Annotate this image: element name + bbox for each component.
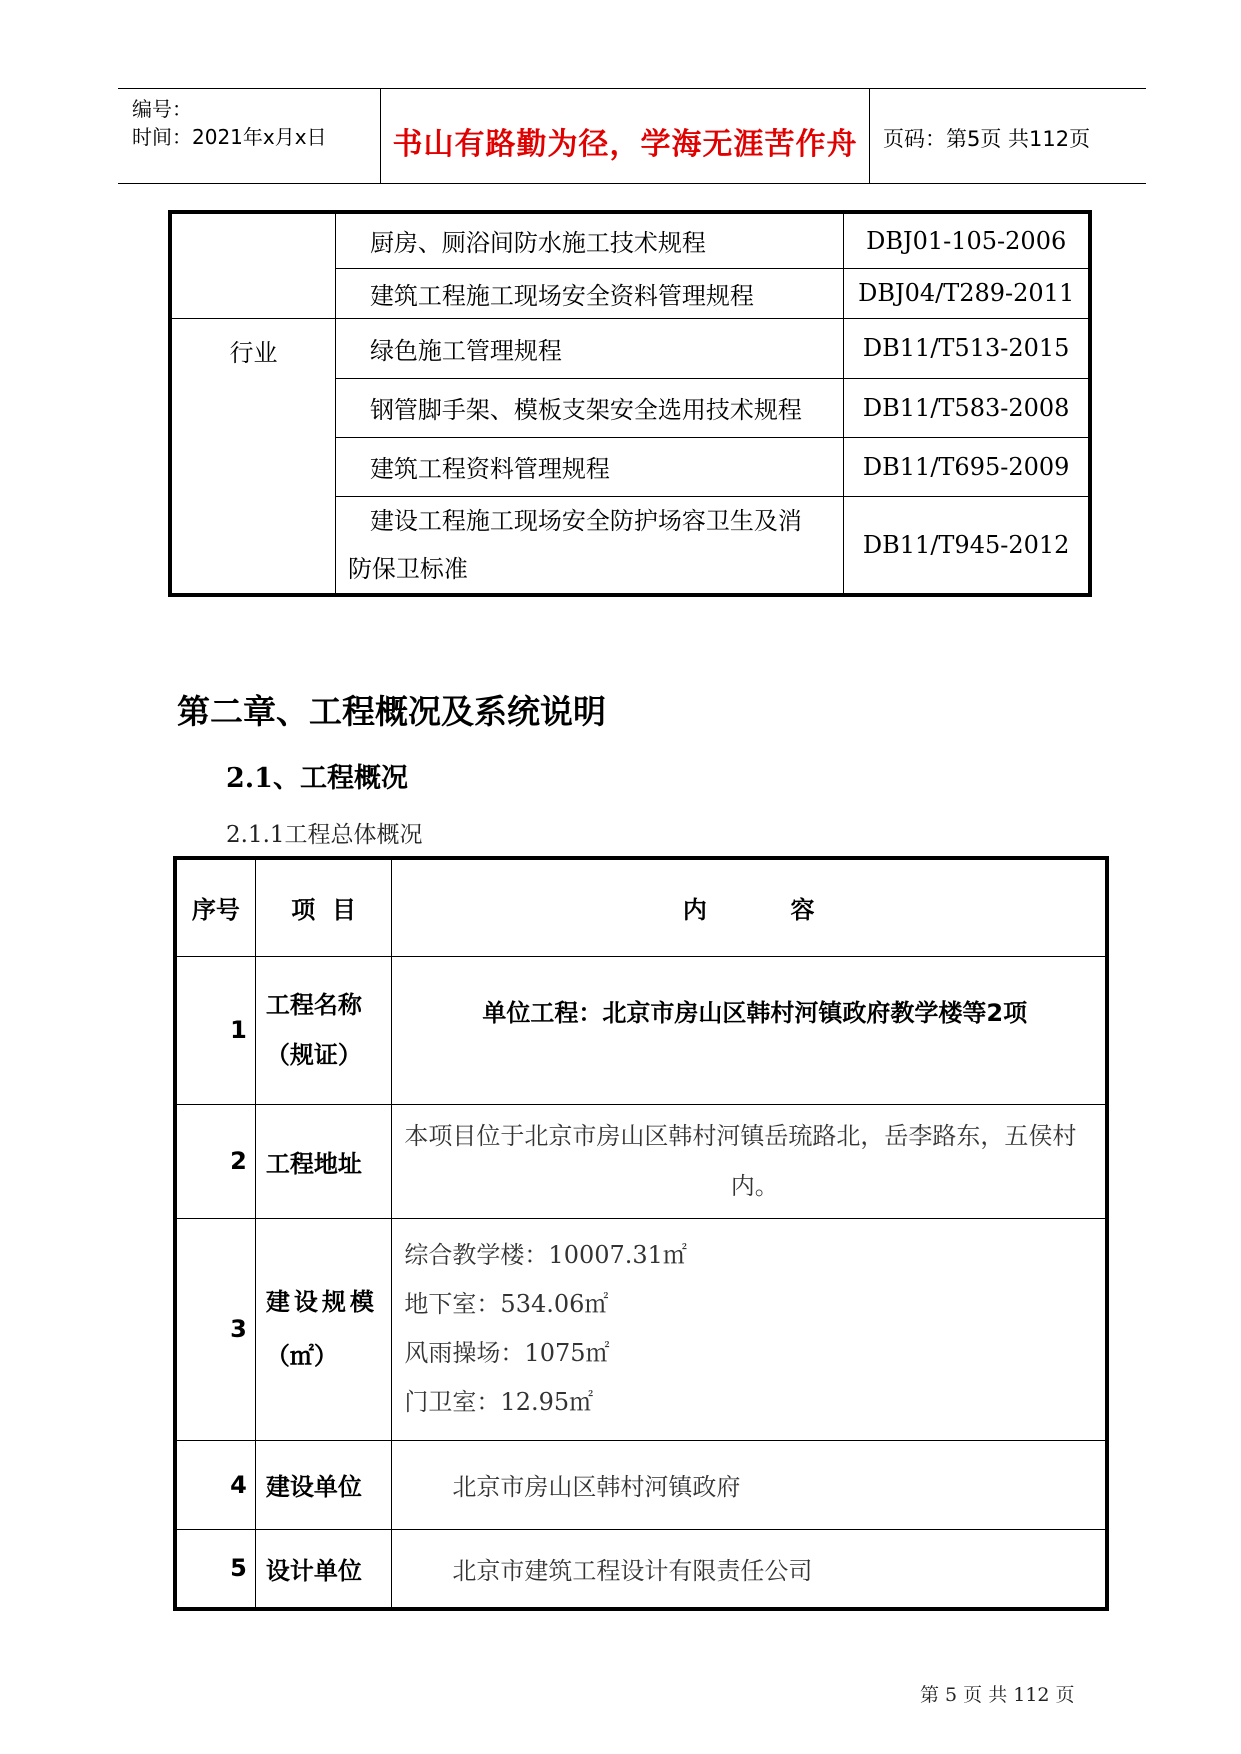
standard-name: 厨房、厕浴间防水施工技术规程	[335, 212, 843, 268]
table-header-row	[175, 858, 1107, 956]
subsection-title: 2.1.1工程总体概况	[226, 822, 423, 848]
table-row	[170, 212, 1090, 268]
standard-name	[335, 496, 843, 595]
row-label-line2: （规证）	[265, 1041, 362, 1069]
project-overview-table	[173, 856, 1109, 1611]
construction-unit: 北京市房山区韩村河镇政府	[392, 1440, 1107, 1529]
table-row	[175, 1104, 1107, 1218]
chapter-title: 第二章、工程概况及系统说明	[177, 692, 606, 731]
standard-code: DBJ01-105-2006	[844, 212, 1090, 268]
standard-name-line2: 防保卫标准	[347, 554, 468, 583]
row-number: 4	[175, 1440, 255, 1529]
row-label-line2: （㎡）	[265, 1342, 338, 1370]
standard-name: 建筑工程施工现场安全资料管理规程	[335, 268, 843, 318]
scale-line: 风雨操场：1075㎡	[404, 1339, 610, 1367]
address-line1: 本项目位于北京市房山区韩村河镇岳琉路北，岳李路东，五侯村	[404, 1122, 1077, 1150]
row-label: 设计单位	[255, 1529, 392, 1609]
standard-name: 绿色施工管理规程	[335, 318, 843, 378]
standard-code: DB11/T695-2009	[844, 437, 1090, 496]
scale-line: 地下室：534.06㎡	[404, 1290, 609, 1318]
table-row	[175, 1529, 1107, 1609]
standard-code: DB11/T513-2015	[844, 318, 1090, 378]
category-cell-top	[170, 212, 335, 268]
standard-name-line1: 建设工程施工现场安全防护场容卫生及消	[369, 506, 802, 535]
header-motto-cell	[380, 89, 870, 183]
header-content: 内 容	[392, 858, 1107, 956]
row-label: 工程地址	[255, 1104, 392, 1218]
project-address	[392, 1104, 1107, 1218]
row-number: 2	[175, 1104, 255, 1218]
category-cell: 行业	[170, 318, 335, 595]
row-number: 3	[175, 1218, 255, 1440]
row-number: 1	[175, 956, 255, 1104]
row-label	[255, 1218, 392, 1440]
number-label: 编号：	[132, 97, 192, 121]
construction-scale	[392, 1218, 1107, 1440]
design-unit: 北京市建筑工程设计有限责任公司	[392, 1529, 1107, 1609]
header-page-cell	[869, 89, 1146, 183]
table-row	[175, 956, 1107, 1104]
scale-line: 门卫室：12.95㎡	[404, 1388, 594, 1416]
row-number: 5	[175, 1529, 255, 1609]
header-item: 项 目	[255, 858, 392, 956]
header-meta	[118, 89, 380, 183]
page-footer: 第 5 页 共 112 页	[920, 1684, 1075, 1706]
standard-code: DBJ04/T289-2011	[844, 268, 1090, 318]
motto: 书山有路勤为径，学海无涯苦作舟	[392, 127, 858, 162]
standard-name: 建筑工程资料管理规程	[335, 437, 843, 496]
address-line2: 内。	[730, 1172, 779, 1200]
category-cell-top	[170, 268, 335, 318]
row-label	[255, 956, 392, 1104]
table-row	[170, 268, 1090, 318]
row-label-line1: 工程名称	[265, 991, 362, 1019]
section-title: 2.1、工程概况	[226, 763, 408, 794]
table-row	[175, 1218, 1107, 1440]
standard-name: 钢管脚手架、模板支架安全选用技术规程	[335, 378, 843, 437]
time-label: 时间：2021年x月x日	[132, 125, 327, 149]
header-no: 序号	[175, 858, 255, 956]
row-label-line1: 建设规模	[265, 1288, 378, 1316]
table-row	[170, 318, 1090, 378]
row-label: 建设单位	[255, 1440, 392, 1529]
standards-table	[168, 210, 1092, 597]
page-header	[118, 88, 1146, 184]
standard-code: DB11/T583-2008	[844, 378, 1090, 437]
project-name: 单位工程：北京市房山区韩村河镇政府教学楼等2项	[392, 956, 1107, 1104]
scale-line: 综合教学楼：10007.31㎡	[404, 1241, 687, 1269]
table-row	[175, 1440, 1107, 1529]
page-info: 页码：第5页 共112页	[883, 127, 1091, 151]
standard-code: DB11/T945-2012	[844, 496, 1090, 595]
